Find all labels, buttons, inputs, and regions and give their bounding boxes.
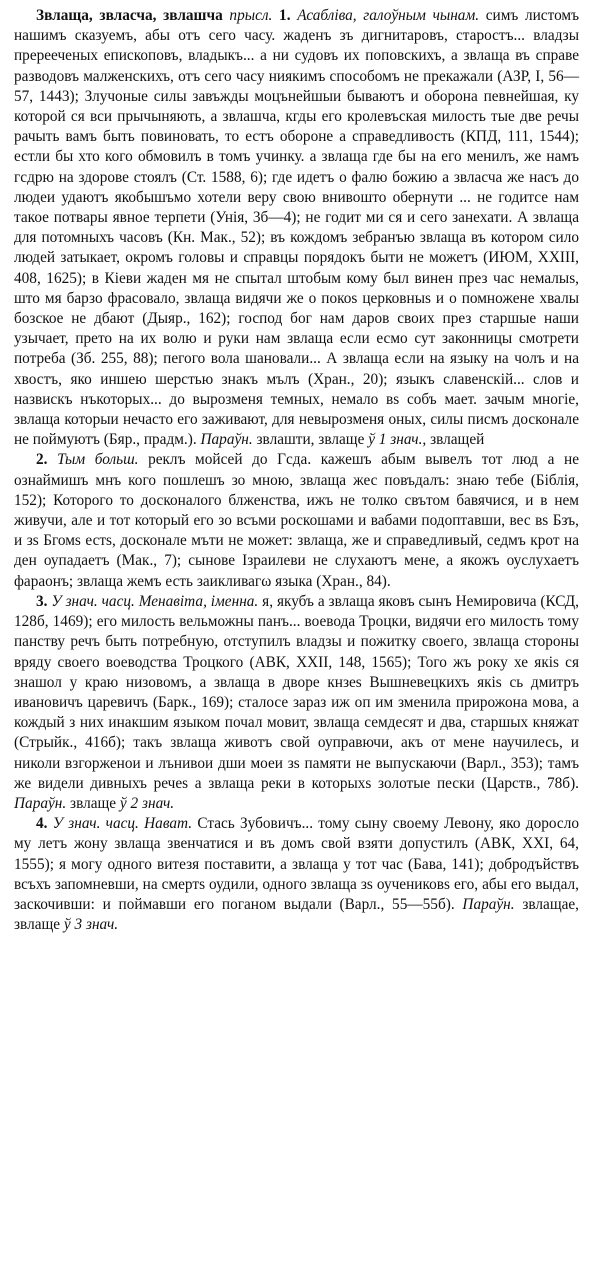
entry-text-segment: Тым больш. (57, 451, 149, 469)
dictionary-entry (14, 6, 579, 935)
entry-paragraph-sense-4 (14, 814, 579, 935)
entry-paragraph-sense-3 (14, 592, 579, 814)
entry-text-segment: Параўн. (14, 794, 71, 812)
entry-text-segment: Звлаща, звласча, звлашча (36, 7, 230, 24)
entry-text-segment: звлаще (70, 794, 120, 812)
entry-text-segment: прысл. (229, 7, 280, 24)
entry-text-segment: Параўн. (200, 431, 257, 449)
entry-text-segment: звлащае, звлаще (14, 895, 579, 934)
entry-text-segment: Параўн. (462, 895, 523, 913)
entry-text-segment: Асабліва, галоўным чынам. (297, 7, 486, 24)
entry-text-segment: У знач. часц. Нават. (52, 815, 198, 833)
entry-paragraph-sense-2 (14, 450, 579, 591)
entry-text-segment: Стась Зубовичъ... тому сыну своему Левону, яко доросло му летъ жону звлаща звенчатися и въ домъ свой взяти допустилъ (АВК, XXI, 64, 1555); я могу одного витезя поставити, а звлаща у тот час (Бава, 141); добродъйствъ всъхъ запомневши, на смертs оудили, одного звлаща зs оучениковs его, абы его выдал, заскочивши: и поймавши его поганом выдали (Варл., 55—55б). (14, 815, 579, 913)
entry-text-segment: я, якубъ а звлаща яковъ сынъ Немировича (КСД, 128б, 1469); его милость вельможны панъ... воевода Троцки, видячи его милость тому панству речъ быть потребную, отступилъ владзы и пожитку своего, звлаща стороны вряду своего воеводства Троцкого (АВК, XXII, 148, 1565); Того жъ року хе якіs ся знашол у краю низовомъ, а звлаща в дворе кнзеs Вышневецкихъ якіs сь дмитръ ивановичъ царевичъ (Барк., 169); сталосе зараз иж оп им зменила прирожона мова, а кождый з них инакшим языком почал мовит, звлаща семдесят и два, старшых княжат (Стрыйк., 416б); такъ звлаща животъ свой оуправючи, акъ от мене научилесь, и николи взгорженои и лънивои дши моеи зs памяти не выпускаючи (Варл., 353); тамъ же видели дивныхъ речеs а звлаща реки в которыхs золотые пески (Царств., 78б). (14, 592, 580, 792)
entry-text-segment: ў 3 знач. (63, 916, 119, 934)
entry-text-segment: ў 2 знач. (119, 794, 175, 812)
entry-text-segment: У знач. часц. Менавіта, іменна. (51, 592, 263, 610)
entry-text-segment: звлашти, звлаще (256, 431, 369, 449)
entry-text-segment: звлащей (430, 431, 485, 449)
entry-text-segment: 2. (36, 451, 58, 469)
entry-text-segment: симъ листомъ нашимъ сказуемъ, абы отъ сего часу. жаденъ зъ дигнитаровъ, старостъ... владзы пререеченых епископовъ, владыкъ... а ни судовъ их поповскихъ, а звлаща въ справе разводовъ малженскихъ, отъ сего часу ниякимъ способомъ не прекажали (АЗР, I, 56—57, 1443); Злучоные силы завъжды моцънейшыи бываютъ и оборона певнейшая, ку которой ся вси прычыняють, а звлашча, кгды его кролевъская милость тые две речы рачыть вамъ быть повиновать, то естъ обороне а справедливость (КПД, 111, 1544); естли бы хто кого обмовилъ в томъ учинку. а звлаща где бы на его менилъ, же намъ гсдрю на здорове стоялъ (Ст. 1588, 6); где идетъ о фалю божию а звласча же насъ до людеи удаютъ якобышъмо хотели веру свою внивошто оберн​ути ... не годитсе нам такое потвары явное терпети (Унія, 3б—4); не годит ми ся и сего занехати. А звлаща для потомныхъ часовъ (Кн. Мак., 52); въ кождомъ зебранъю звлаща въ котором сило людей затыкает, окромъ головы и справцы порядокъ быти не можетъ (ИЮМ, XXIII, 408, 1625); в Кіеви жаден мя не спытал штобым кому был винен през час немалыs, што мя барзо фрасовало, звлаща видячи же о покоs церковныs и о помноженe хвалы бозскоe не дбают (Дыяр., 162); господ бог нам даров своих през старшые наши узычает, прето на их волю и руки нам звлаща если есмо сут законницы смотрети потреба (Зб. 255, 88); пегого вола шановали... А звлаща если на языку на чолъ и на хвостъ, яко инш​ею шерстью знакъ мълъ (Хран., 20); языкъ славенскій... слов и назвискъ нъкоторых... до вырозменя темных, немало вs собъ мает. зачым многіе, звлаща которыи нечасто его заживают, для невырозменя оных, силы писмъ досконале не поймуютъ (Бяр., прадм.). (14, 7, 580, 449)
entry-text-segment: 4. (36, 815, 53, 833)
entry-paragraph-sense-intro (14, 6, 579, 450)
entry-text-segment: реклъ мойсей до Гсда. кажешъ абым вывелъ тот люд а не ознаймишъ мнъ кого пошлешъ зо мною, звлаща жес повъдалъ: знаю тебе (Біблія, 152); Которого то досконалого блженства, ижъ не толко свътом бавячися, и в нем живучи, але и тот который его зо всъми роскошами и вабами подоптавши, вес вs Бзъ, и зs Бгомs естs, досконале мъти не может: звлаща, же и справедливый, седмъ крот на ден оупадаетъ (Мак., 7); сынове Ізраилеви не слухаютъ мене, а якожъ оуслухаетъ фараонъ; звлаща жемъ есть заикливагω языка (Хран., 84). (14, 451, 579, 590)
entry-text-segment: ў 1 знач., (368, 431, 431, 449)
entry-text-segment: 3. (36, 592, 52, 610)
entry-text-segment: 1. (279, 7, 298, 24)
